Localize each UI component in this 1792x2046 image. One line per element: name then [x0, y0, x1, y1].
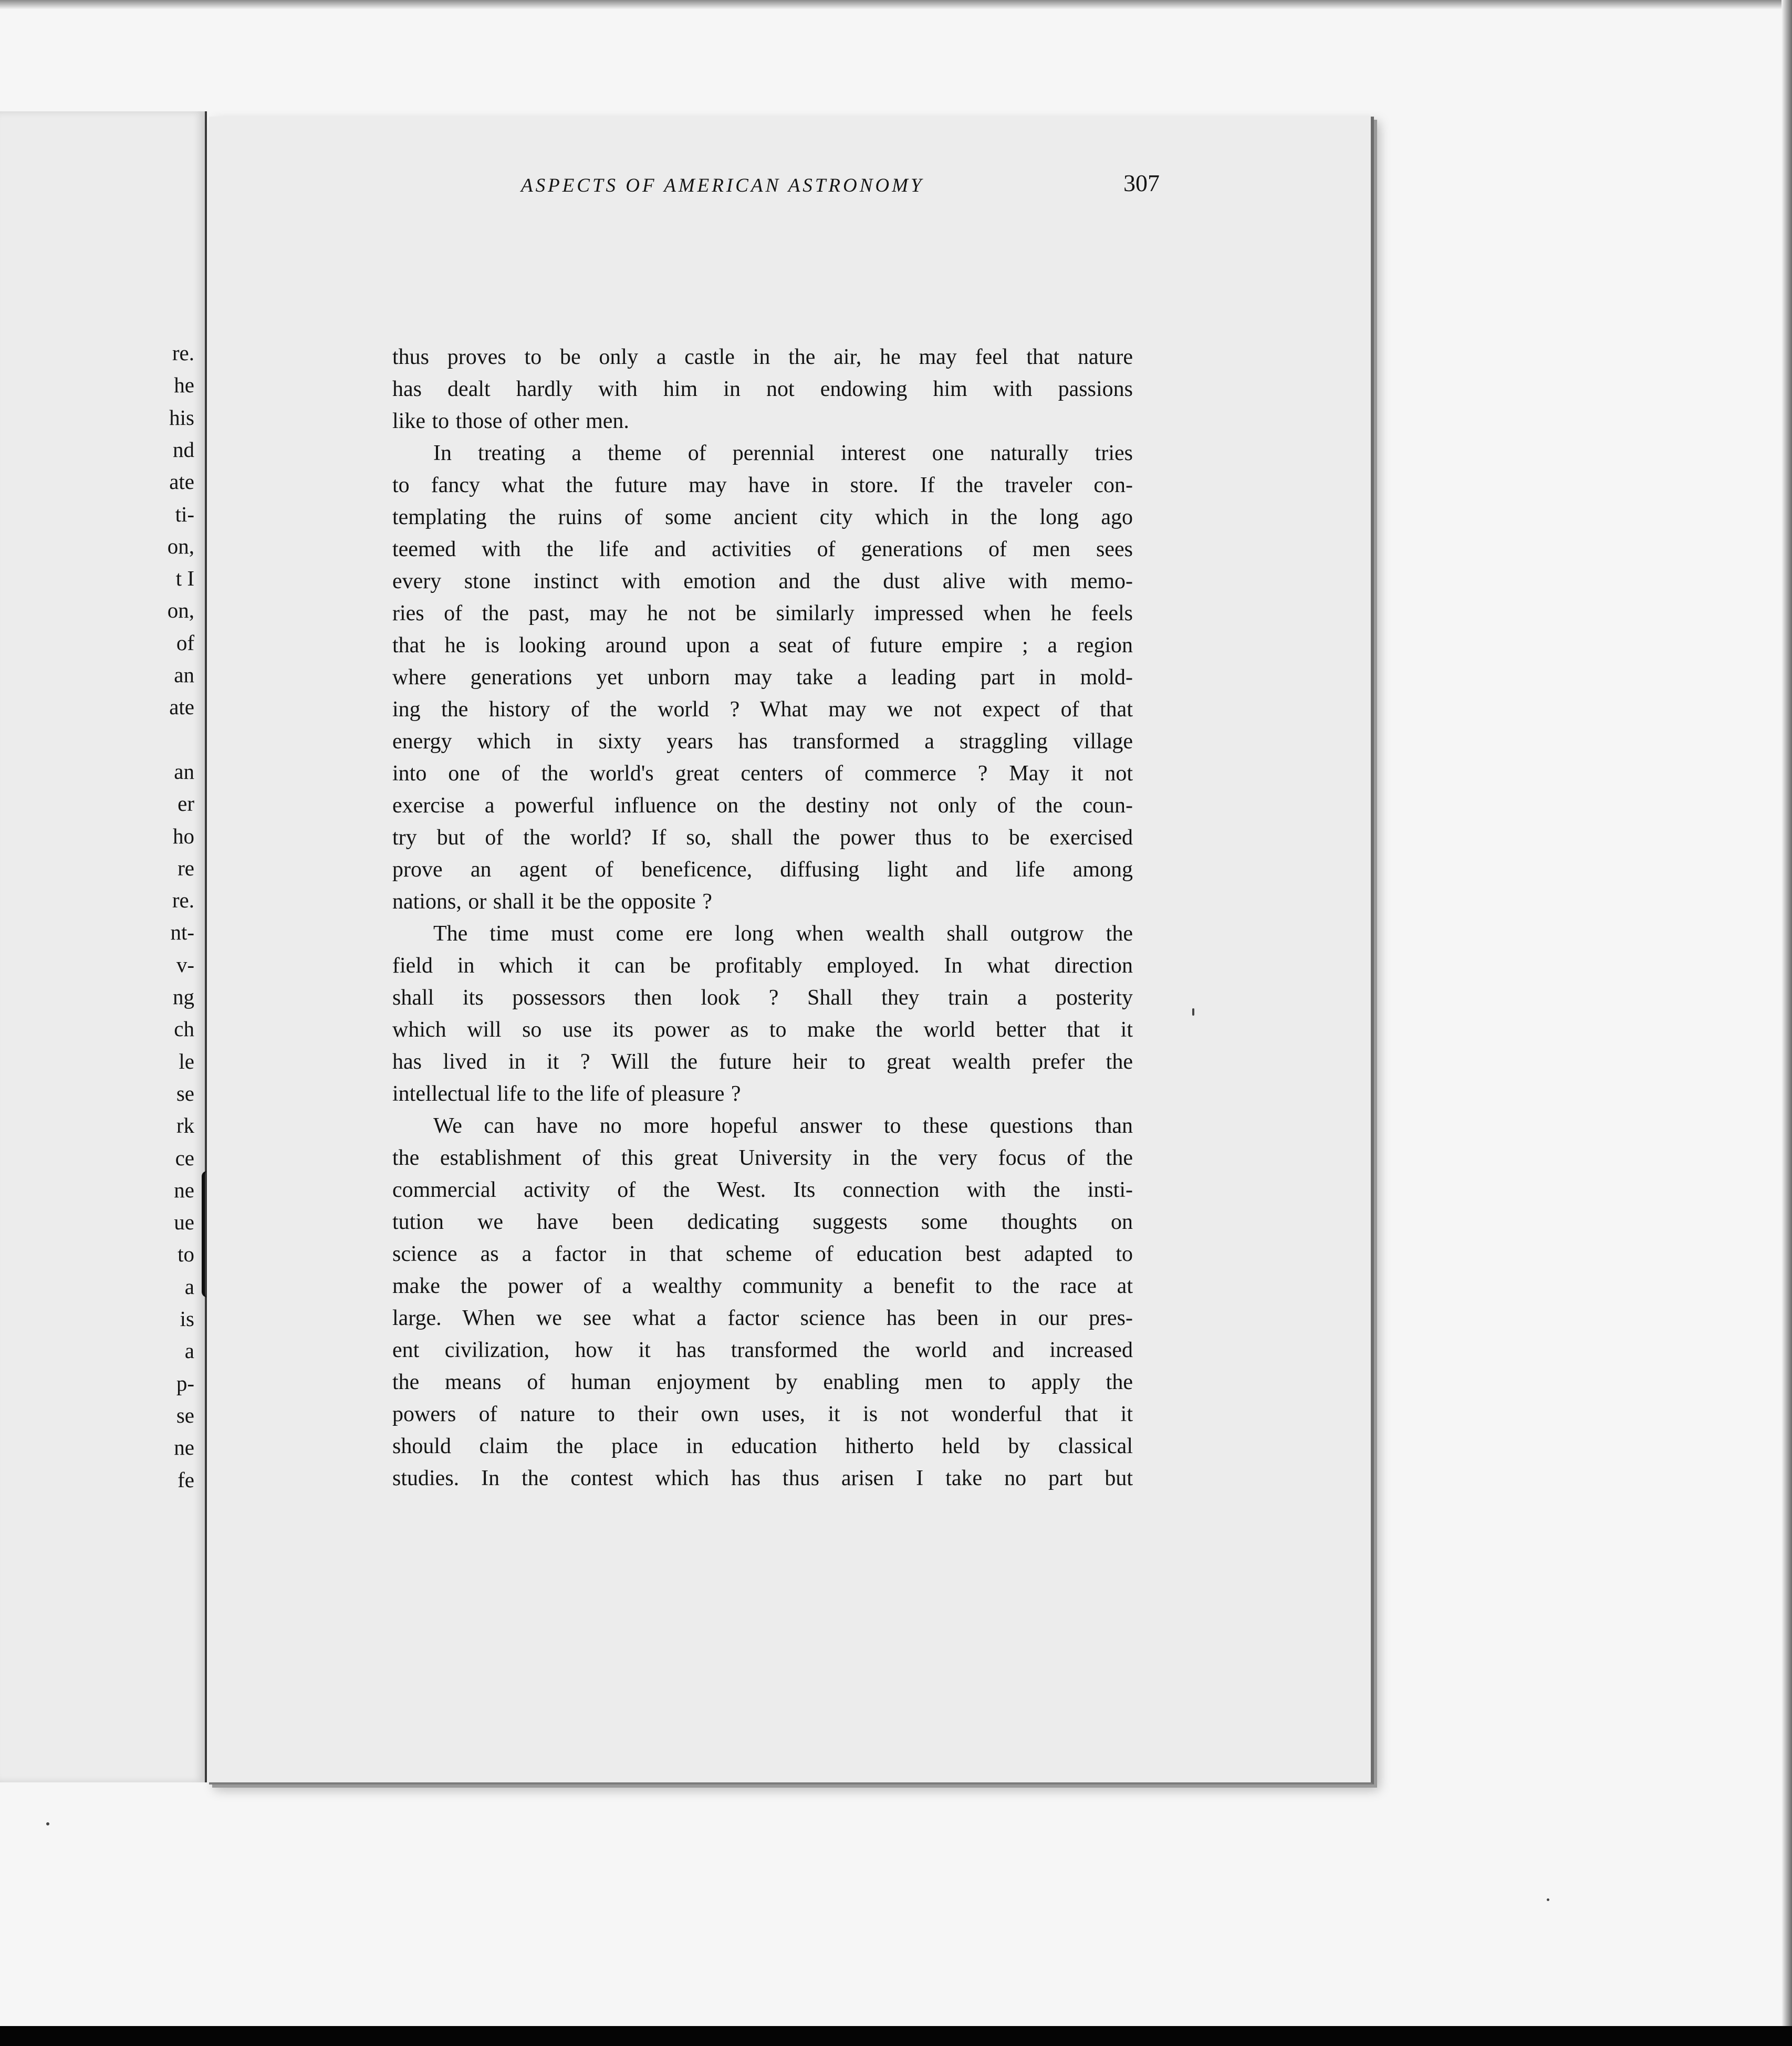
- left-page-fragment: ate: [169, 469, 194, 494]
- body-text-line: prove an agent of beneficence, diffusing light and life among: [392, 858, 1133, 882]
- body-text-line: try but of the world? If so, shall the power thus to be exercised: [392, 826, 1133, 850]
- body-text-line: where generations yet unborn may take a leading part in mold-: [392, 665, 1133, 690]
- left-page-fragment: ho: [173, 823, 194, 848]
- body-text-line: the means of human enjoyment by enabling men to apply the: [392, 1370, 1133, 1394]
- body-text-line: has dealt hardly with him in not endowing him with passions: [392, 377, 1133, 401]
- left-page-fragment: p-: [176, 1371, 194, 1395]
- left-page-fragment: v-: [176, 952, 194, 977]
- body-text-line: In treating a theme of perennial interest one naturally tries: [433, 441, 1133, 465]
- left-page-fragment: a: [184, 1339, 194, 1363]
- body-text-line: which will so use its power as to make the world better that it: [392, 1018, 1133, 1042]
- left-page-fragment: nt-: [170, 920, 194, 945]
- left-page-fragment: re.: [172, 341, 194, 365]
- body-text-line: the establishment of this great University in the very focus of the: [392, 1146, 1133, 1170]
- left-page-fragment: his: [169, 405, 194, 430]
- left-page-fragment: re: [178, 855, 194, 880]
- left-page-fragment: ue: [174, 1210, 194, 1235]
- left-page-fragment: rk: [176, 1113, 194, 1138]
- left-page-fragment: ce: [175, 1145, 194, 1170]
- left-page-fragment: ne: [174, 1435, 194, 1460]
- body-text-line: powers of nature to their own uses, it is not wonderful that it: [392, 1402, 1133, 1426]
- body-text-line: intellectual life to the life of pleasure ?: [392, 1082, 741, 1106]
- scan-speck: [46, 1822, 49, 1825]
- scan-right-edge: [1781, 0, 1792, 2027]
- left-page-fragment: to: [178, 1242, 194, 1267]
- left-page-fragment: ne: [174, 1177, 194, 1202]
- body-text-line: exercise a powerful influence on the destiny not only of the coun-: [392, 794, 1133, 818]
- body-text-line: into one of the world's great centers of commerce ? May it not: [392, 761, 1133, 786]
- body-text-line: studies. In the contest which has thus arisen I take no part but: [392, 1466, 1133, 1490]
- body-text-line: The time must come ere long when wealth shall outgrow the: [433, 922, 1133, 946]
- body-text-line: ing the history of the world ? What may we not expect of that: [392, 697, 1133, 722]
- body-text-line: ries of the past, may he not be similarly impressed when he feels: [392, 601, 1133, 625]
- left-page-fragment: ti-: [175, 502, 194, 526]
- left-page-fragment: nd: [173, 437, 194, 462]
- left-page-fragment: an: [174, 759, 194, 784]
- body-text-line: make the power of a wealthy community a benefit to the race at: [392, 1274, 1133, 1298]
- left-page: [0, 111, 207, 1782]
- left-page-fragment: on,: [167, 598, 194, 623]
- body-text-line: energy which in sixty years has transformed a straggling village: [392, 729, 1133, 754]
- left-page-fragment: se: [176, 1403, 194, 1427]
- running-head: [521, 169, 1160, 199]
- left-page-fragment: an: [174, 663, 194, 687]
- left-page-fragment: t I: [175, 566, 194, 591]
- left-page-fragment: re.: [172, 888, 194, 913]
- body-text-line: ent civilization, how it has transformed the world and increased: [392, 1338, 1133, 1362]
- left-page-fragment: se: [176, 1081, 194, 1105]
- left-page-fragment: on,: [167, 534, 194, 558]
- left-page-fragment: ate: [169, 695, 194, 719]
- body-text-line: shall its possessors then look ? Shall they train a posterity: [392, 986, 1133, 1010]
- left-page-fragment: er: [178, 791, 194, 816]
- body-text-line: should claim the place in education hitherto held by classical: [392, 1434, 1133, 1458]
- body-text-line: tution we have been dedicating suggests some thoughts on: [392, 1210, 1133, 1234]
- body-text-line: field in which it can be profitably employed. In what direction: [392, 954, 1133, 978]
- left-page-fragment: a: [184, 1274, 194, 1299]
- scan-speck: [1192, 1008, 1194, 1016]
- left-page-fragment: fe: [178, 1467, 194, 1492]
- scan-speck: [1547, 1898, 1549, 1901]
- body-text-line: nations, or shall it be the opposite ?: [392, 890, 712, 914]
- body-text-line: to fancy what the future may have in store. If the traveler con-: [392, 473, 1133, 497]
- body-text-line: We can have no more hopeful answer to these questions than: [433, 1114, 1133, 1138]
- left-page-fragment: is: [180, 1307, 194, 1331]
- left-page-fragment: le: [179, 1049, 194, 1073]
- scan-top-edge: [0, 0, 1792, 9]
- body-text-line: every stone instinct with emotion and the dust alive with memo-: [392, 569, 1133, 593]
- page-number: 307: [1123, 170, 1160, 196]
- left-page-fragment: ch: [174, 1017, 194, 1041]
- body-text-line: large. When we see what a factor science has been in our pres-: [392, 1306, 1133, 1330]
- body-text-line: has lived in it ? Will the future heir to great wealth prefer the: [392, 1050, 1133, 1074]
- left-page-fragment: he: [174, 373, 194, 398]
- left-page-fragment: of: [176, 630, 194, 655]
- body-text-line: like to those of other men.: [392, 409, 629, 433]
- body-text-line: that he is looking around upon a seat of future empire ; a region: [392, 633, 1133, 657]
- left-page-fragment: ng: [173, 985, 194, 1009]
- body-text-line: commercial activity of the West. Its connection with the insti-: [392, 1178, 1133, 1202]
- body-text-line: templating the ruins of some ancient city which in the long ago: [392, 505, 1133, 529]
- running-title: ASPECTS OF AMERICAN ASTRONOMY: [521, 175, 924, 196]
- body-text-line: science as a factor in that scheme of education best adapted to: [392, 1242, 1133, 1266]
- body-text-line: teemed with the life and activities of generations of men sees: [392, 537, 1133, 561]
- scan-bottom-band: [0, 2026, 1792, 2046]
- body-text: [392, 341, 1133, 1495]
- body-text-line: thus proves to be only a castle in the air, he may feel that nature: [392, 345, 1133, 369]
